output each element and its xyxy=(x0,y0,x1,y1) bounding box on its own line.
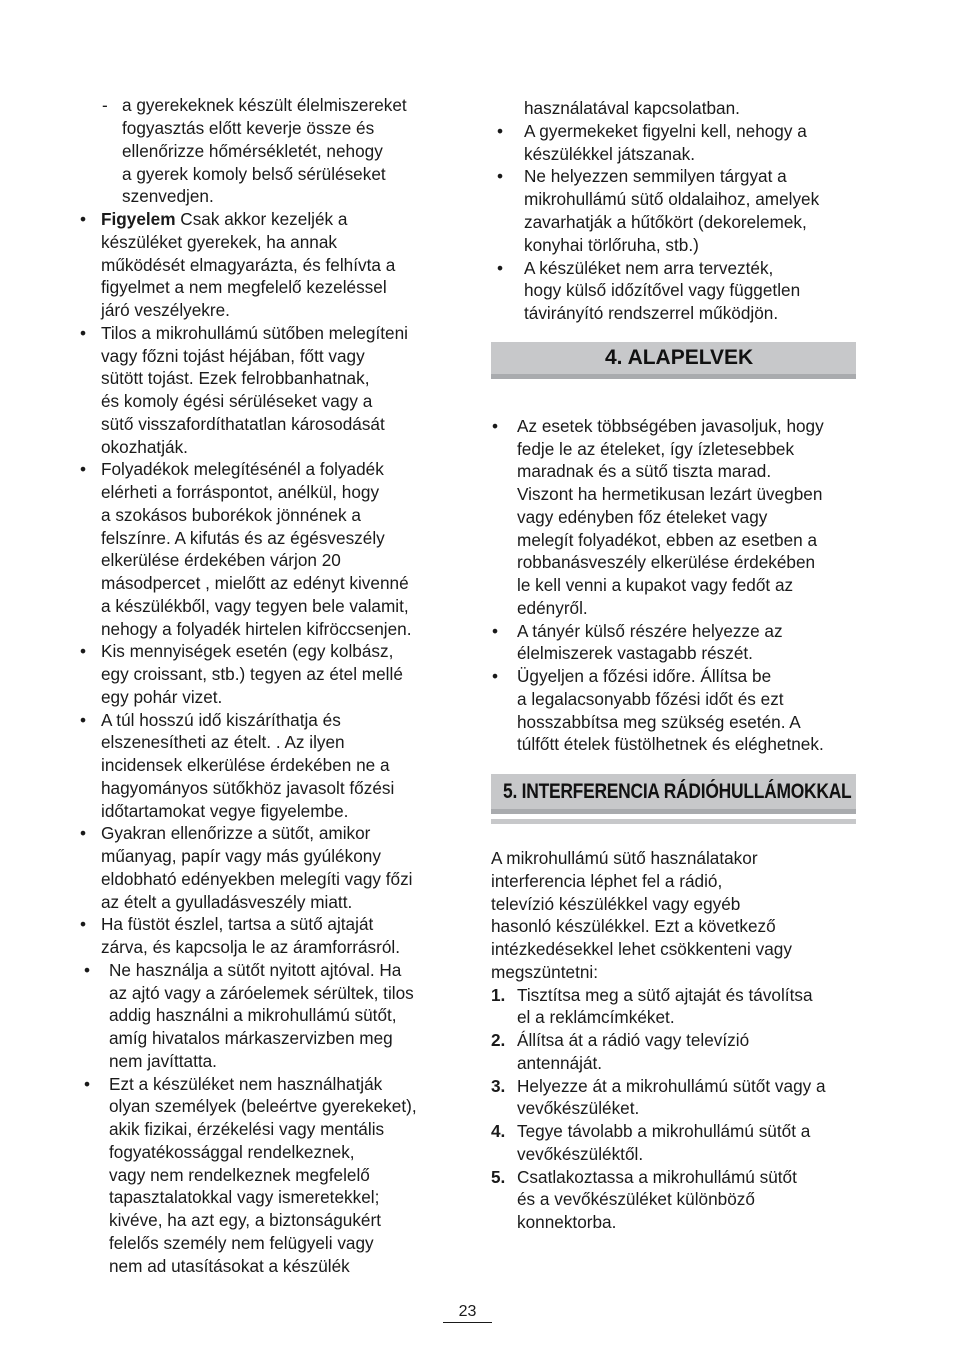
text-line: le kell venni a kupakot vagy fedőt az xyxy=(517,575,794,595)
text-line: műanyag, papír vagy más gyúlékony xyxy=(101,846,381,866)
text-line: felelős személy nem felügyeli vagy xyxy=(109,1233,374,1253)
text-line: egy pohár vizet. xyxy=(101,687,223,707)
text-line: eldobható edényekben melegíti vagy főzi xyxy=(101,869,413,889)
text-line: Az esetek többségében javasoljuk, hogy xyxy=(517,416,824,436)
text-line: fedje le az ételeket, így ízletesebbek xyxy=(517,439,795,459)
text-line: fogyasztás előtt keverje össze és xyxy=(122,118,375,138)
text-fragment: Csak akkor kezeljék a xyxy=(175,209,348,229)
text-line: Ezt a készüléket nem használhatják xyxy=(109,1074,383,1094)
bullet-marker: • xyxy=(492,621,499,641)
text-line: el a reklámcímkéket. xyxy=(517,1007,675,1027)
bullet-marker: • xyxy=(492,666,499,686)
text-line: élelmiszerek vastagabb részét. xyxy=(517,643,753,663)
text-line: tapasztalatokkal vagy ismeretekkel; xyxy=(109,1187,380,1207)
text-line: sütő visszafordíthatatlan károsodását xyxy=(101,414,385,434)
step-number: 1. xyxy=(491,985,506,1005)
text-line: működését elmagyarázta, és felhívta a xyxy=(101,255,396,275)
bullet-marker: • xyxy=(497,166,504,186)
text-line: incidensek elkerülése érdekében ne a xyxy=(101,755,390,775)
text-line: és komoly égési sérüléseket vagy a xyxy=(101,391,373,411)
text-line: másodpercet , mielőtt az edényt kivenné xyxy=(101,573,409,593)
text-line: zárva, és kapcsolja le az áramforrásról. xyxy=(101,937,400,957)
text-line: Tegye távolabb a mikrohullámú sütőt a xyxy=(517,1121,811,1141)
text-line: Folyadékok melegítésénél a folyadék xyxy=(101,459,384,479)
warning-label: Figyelem xyxy=(101,209,176,229)
text-line: nehogy a folyadék hirtelen kifröccsenjen. xyxy=(101,619,412,639)
text-line: az ételt a gyulladásveszély miatt. xyxy=(101,892,353,912)
bullet-marker: • xyxy=(80,710,87,730)
bullet-marker: • xyxy=(80,641,87,661)
text-line: elkerülése érdekében várjon 20 xyxy=(101,550,341,570)
text-line: Ha füstöt észlel, tartsa a sütő ajtaját xyxy=(101,914,374,934)
text-line: hogy külső időzítővel vagy független xyxy=(524,280,801,300)
text-line: Ne helyezzen semmilyen tárgyat a xyxy=(524,166,787,186)
warning-paragraph-first-line xyxy=(101,208,347,231)
text-line: vagy nem rendelkeznek megfelelő xyxy=(109,1165,370,1185)
text-line: akik fizikai, érzékelési vagy mentális xyxy=(109,1119,385,1139)
bullet-marker: • xyxy=(80,823,87,843)
text-line: interferencia léphet fel a rádió, xyxy=(491,871,723,891)
text-line: felszínre. A kifutás és az égésveszély xyxy=(101,528,385,548)
text-line: intézkedésekkel lehet csökkenteni vagy xyxy=(491,939,792,959)
bullet-marker: • xyxy=(80,323,87,343)
text-line: nem ad utasításokat a készülék xyxy=(109,1256,350,1276)
text-line: megszüntetni: xyxy=(491,962,599,982)
section-5-title: 5. INTERFERENCIA RÁDIÓHULLÁMOKKAL xyxy=(503,780,852,803)
bullet-marker: • xyxy=(492,416,499,436)
text-line: fogyatékossággal rendelkeznek, xyxy=(109,1142,355,1162)
text-line: Helyezze át a mikrohullámú sütőt vagy a xyxy=(517,1076,826,1096)
text-line: vevőkészüléktől. xyxy=(517,1144,644,1164)
text-line: Csatlakoztassa a mikrohullámú sütőt xyxy=(517,1167,797,1187)
text-line: a legalacsonyabb főzési időt és ezt xyxy=(517,689,784,709)
dash-marker: - xyxy=(102,95,108,115)
bullet-marker: • xyxy=(80,459,87,479)
text-line: a szokásos buborékok jönnének a xyxy=(101,505,361,525)
section-5-rule xyxy=(491,819,856,824)
text-line: Ne használja a sütőt nyitott ajtóval. Ha xyxy=(109,960,402,980)
text-line: zavarhatják a hűtőkört (dekorelemek, xyxy=(524,212,807,232)
text-line: készülékkel játszanak. xyxy=(524,144,696,164)
text-line: szenvedjen. xyxy=(122,186,214,206)
page-number-underline xyxy=(443,1322,492,1323)
text-line: járó veszélyekre. xyxy=(101,300,230,320)
bullet-marker: • xyxy=(80,914,87,934)
text-line: készüléket gyerekek, ha annak xyxy=(101,232,337,252)
text-line: hosszabbítsa meg szükség esetén. A xyxy=(517,712,801,732)
text-line: A tányér külső részére helyezze az xyxy=(517,621,783,641)
text-line: vagy edényben főz ételeket vagy xyxy=(517,507,768,527)
text-line: A gyermekeket figyelni kell, nehogy a xyxy=(524,121,807,141)
text-line: sütött tojást. Ezek felrobbanhatnak, xyxy=(101,368,370,388)
step-number: 3. xyxy=(491,1076,506,1096)
text-line: robbanásveszély elkerülése érdekében xyxy=(517,552,816,572)
bullet-marker: • xyxy=(84,960,91,980)
text-line: hagyományos sütőkhöz javasolt főzési xyxy=(101,778,395,798)
text-line: olyan személyek (beleértve gyerekeket), xyxy=(109,1096,417,1116)
text-line: elszenesítheti az ételt. . Az ilyen xyxy=(101,732,345,752)
text-line: amíg hivatalos márkaszervizben meg xyxy=(109,1028,393,1048)
text-line: maradnak és a sütő tiszta marad. xyxy=(517,461,772,481)
text-line: az ajtó vagy a záróelemek sérültek, tilos xyxy=(109,983,414,1003)
text-line: okozhatják. xyxy=(101,437,188,457)
text-line: távirányító rendszerrel működjön. xyxy=(524,303,779,323)
text-line: vagy főzni tojást héjában, főtt vagy xyxy=(101,346,365,366)
section-4-title: 4. ALAPELVEK xyxy=(605,346,754,369)
text-line: Kis mennyiségek esetén (egy kolbász, xyxy=(101,641,394,661)
text-line: és a vevőkészüléket különböző xyxy=(517,1189,755,1209)
text-line: konnektorba. xyxy=(517,1212,617,1232)
bullet-marker: • xyxy=(497,258,504,278)
text-line: Állítsa át a rádió vagy televízió xyxy=(517,1030,750,1050)
text-line: nem javíttatta. xyxy=(109,1051,217,1071)
text-line: A mikrohullámú sütő használatakor xyxy=(491,848,758,868)
text-line: ellenőrizze hőmérsékletét, nehogy xyxy=(122,141,383,161)
text-line: időtartamokat vegye figyelembe. xyxy=(101,801,349,821)
text-line: egy croissant, stb.) tegyen az étel mellé xyxy=(101,664,403,684)
step-number: 5. xyxy=(491,1167,506,1187)
text-line: Tilos a mikrohullámú sütőben melegíteni xyxy=(101,323,408,343)
text-line: Gyakran ellenőrizze a sütőt, amikor xyxy=(101,823,371,843)
text-line: mikrohullámú sütő oldalaihoz, amelyek xyxy=(524,189,820,209)
text-line: kivéve, ha azt egy, a biztonságukért xyxy=(109,1210,381,1230)
text-line: melegít folyadékot, ebben az esetben a xyxy=(517,530,818,550)
text-line: Tisztítsa meg a sütő ajtaját és távolítsa xyxy=(517,985,813,1005)
text-line: Viszont ha hermetikusan lezárt üvegben xyxy=(517,484,823,504)
text-line: a gyerekeknek készült élelmiszereket xyxy=(122,95,407,115)
text-line: addig használni a mikrohullámú sütőt, xyxy=(109,1005,397,1025)
text-line: hasonló készülékkel. Ezt a következő xyxy=(491,916,776,936)
step-number: 2. xyxy=(491,1030,506,1050)
text-line: Ügyeljen a főzési időre. Állítsa be xyxy=(517,666,772,686)
text-line: vevőkészüléket. xyxy=(517,1098,640,1118)
text-line: a készülékből, vagy tegyen bele valamit, xyxy=(101,596,409,616)
text-line: edényről. xyxy=(517,598,588,618)
step-number: 4. xyxy=(491,1121,506,1141)
text-line: A készüléket nem arra tervezték, xyxy=(524,258,774,278)
text-line: használatával kapcsolatban. xyxy=(524,98,740,118)
bullet-marker: • xyxy=(84,1074,91,1094)
text-line: figyelmet a nem megfelelő kezeléssel xyxy=(101,277,387,297)
bullet-marker: • xyxy=(497,121,504,141)
text-line: túlfőtt ételek füstölhetnek és eléghetnek. xyxy=(517,734,824,754)
text-line: konyhai törlőruha, stb.) xyxy=(524,235,699,255)
text-line: antennáját. xyxy=(517,1053,603,1073)
text-line: A túl hosszú idő kiszáríthatja és xyxy=(101,710,341,730)
bullet-marker: • xyxy=(80,209,87,229)
page-number: 23 xyxy=(458,1303,477,1320)
text-line: elérheti a forráspontot, anélkül, hogy xyxy=(101,482,380,502)
text-line: televízió készülékkel vagy egyéb xyxy=(491,894,741,914)
text-line: a gyerek komoly belső sérüléseket xyxy=(122,164,386,184)
